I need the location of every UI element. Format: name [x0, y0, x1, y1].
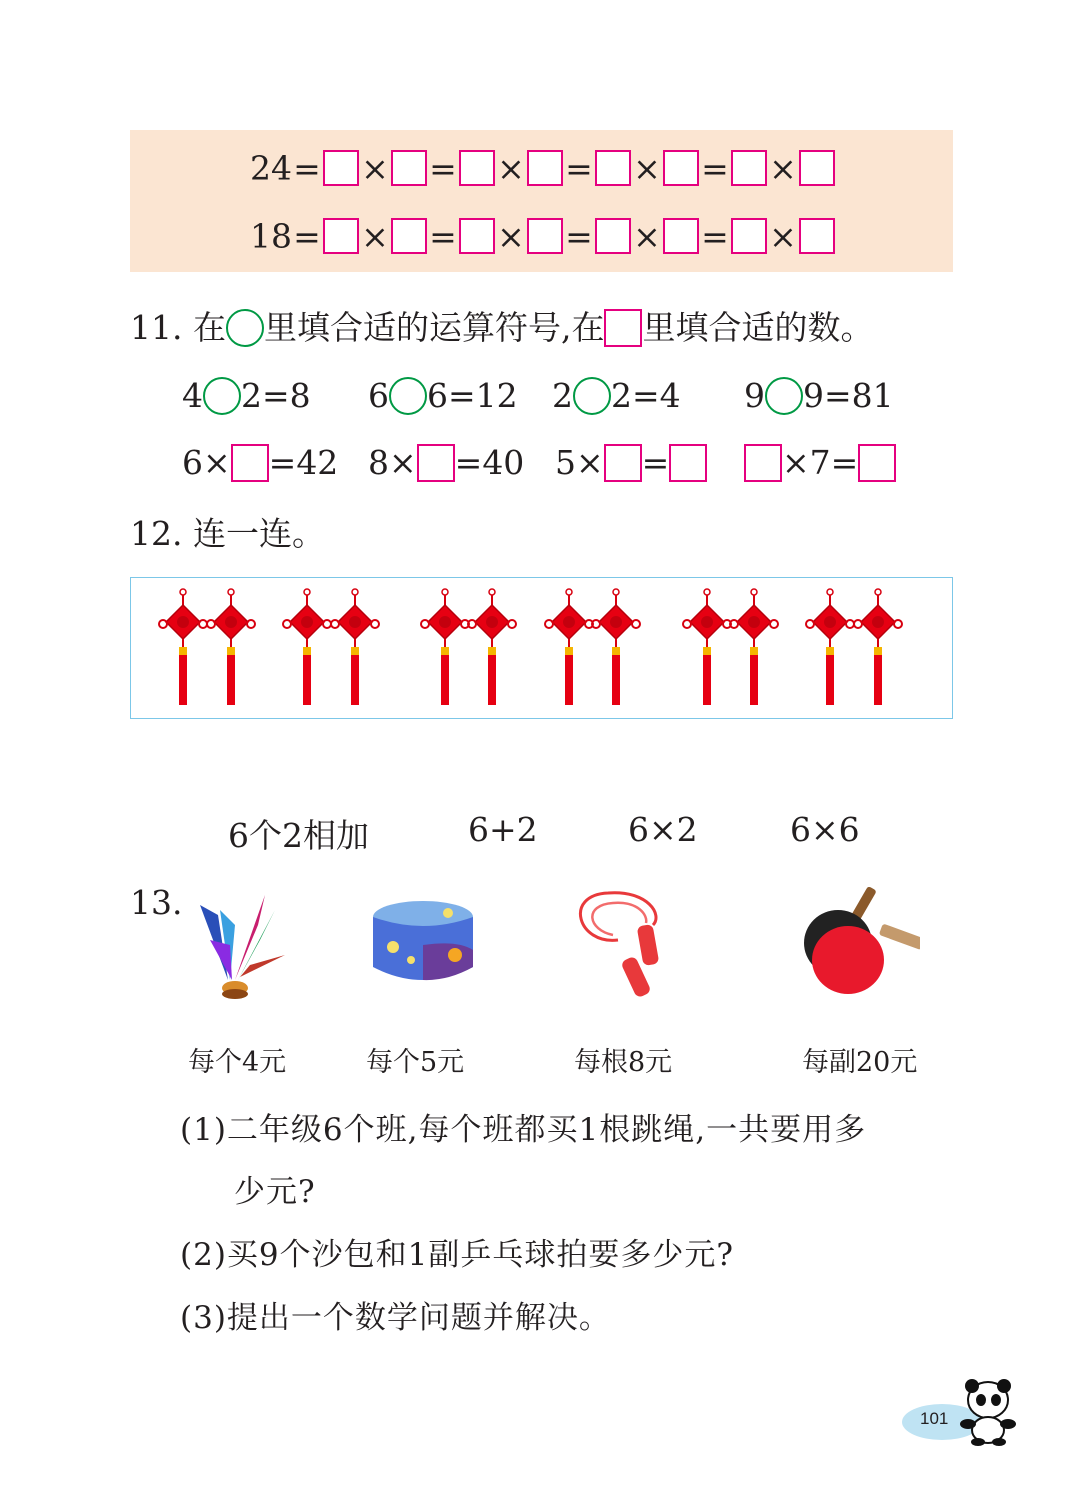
chinese-knot-icon — [682, 588, 732, 708]
q11-expression-4: 9 9=81 — [744, 376, 894, 415]
answer-box[interactable] — [744, 444, 782, 482]
operator-circle[interactable] — [573, 377, 611, 415]
q11-expression-2: 6 6=12 — [368, 376, 518, 415]
price-label: 每个5元 — [366, 1047, 465, 1078]
sandbag-icon — [363, 885, 483, 1005]
factor-number: 24 — [250, 148, 292, 188]
chinese-knot-icon — [591, 588, 641, 708]
q11-instruction: 11. 在 里填合适的运算符号,在 里填合适的数。 — [130, 308, 874, 347]
factor-exercise-box — [130, 130, 953, 272]
answer-box[interactable] — [527, 218, 563, 254]
answer-box[interactable] — [731, 218, 767, 254]
answer-box[interactable] — [858, 444, 896, 482]
answer-box[interactable] — [417, 444, 455, 482]
q13-sub2: (2)买9个沙包和1副乒乓球拍要多少元? — [180, 1237, 734, 1273]
chinese-knot-icon — [729, 588, 779, 708]
q11-expression-1: 4 2=8 — [182, 376, 311, 415]
q12-instruction — [130, 512, 325, 554]
page-number: 101 — [920, 1409, 949, 1428]
jump-rope-icon — [568, 885, 688, 1005]
match-choice[interactable]: 6个2相加 — [228, 816, 369, 855]
chinese-knot-icon — [853, 588, 903, 708]
factor-row-18: 18= × = × = × = × — [250, 214, 836, 256]
q13-number: 13. — [130, 883, 183, 922]
answer-box[interactable] — [595, 218, 631, 254]
q11-expression-5: 6× =42 — [182, 443, 339, 482]
circle-symbol-icon — [226, 309, 264, 347]
q13-sub3: (3)提出一个数学问题并解决。 — [180, 1300, 611, 1336]
chinese-knot-icon — [330, 588, 380, 708]
answer-box[interactable] — [459, 150, 495, 186]
answer-box[interactable] — [231, 444, 269, 482]
answer-box[interactable] — [731, 150, 767, 186]
price-label: 每副20元 — [802, 1047, 918, 1078]
answer-box[interactable] — [669, 444, 707, 482]
answer-box[interactable] — [527, 150, 563, 186]
q11-expression-6: 8× =40 — [368, 443, 525, 482]
price-label: 每个4元 — [188, 1047, 287, 1078]
square-symbol-icon — [604, 309, 642, 347]
answer-box[interactable] — [663, 150, 699, 186]
answer-box[interactable] — [663, 218, 699, 254]
chinese-knot-icon — [805, 588, 855, 708]
chinese-knot-panel — [130, 577, 953, 719]
factor-row-24: 24= × = × = × = × — [250, 146, 836, 188]
answer-box[interactable] — [595, 150, 631, 186]
answer-box[interactable] — [323, 150, 359, 186]
q11-expression-7: 5× = — [555, 441, 707, 483]
q12-number: 12. — [130, 514, 183, 553]
q11-number: 11. — [130, 308, 183, 347]
q13-sub1-continued: 少元? — [234, 1174, 316, 1210]
match-choice[interactable]: 6×6 — [790, 810, 860, 849]
answer-box[interactable] — [391, 150, 427, 186]
answer-box[interactable] — [799, 218, 835, 254]
shuttlecock-icon — [180, 885, 300, 1005]
q11-expression-3: 2 2=4 — [552, 376, 681, 415]
operator-circle[interactable] — [203, 377, 241, 415]
panda-icon — [900, 1372, 1020, 1447]
factor-number: 18 — [250, 216, 292, 256]
operator-circle[interactable] — [765, 377, 803, 415]
chinese-knot-icon — [544, 588, 594, 708]
match-choice[interactable]: 6+2 — [468, 810, 538, 849]
q12-title: 连一连。 — [192, 514, 325, 553]
operator-circle[interactable] — [389, 377, 427, 415]
answer-box[interactable] — [391, 218, 427, 254]
q13-sub1: (1)二年级6个班,每个班都买1根跳绳,一共要用多 — [180, 1112, 867, 1148]
chinese-knot-icon — [158, 588, 208, 708]
chinese-knot-icon — [282, 588, 332, 708]
chinese-knot-icon — [420, 588, 470, 708]
answer-box[interactable] — [323, 218, 359, 254]
ping-pong-paddle-icon — [800, 885, 920, 1005]
answer-box[interactable] — [604, 444, 642, 482]
q11-expression-8: ×7= — [744, 441, 896, 483]
chinese-knot-icon — [206, 588, 256, 708]
answer-box[interactable] — [459, 218, 495, 254]
chinese-knot-icon — [467, 588, 517, 708]
page-footer — [900, 1372, 1020, 1447]
price-label: 每根8元 — [574, 1047, 673, 1078]
match-choice[interactable]: 6×2 — [628, 810, 698, 849]
answer-box[interactable] — [799, 150, 835, 186]
